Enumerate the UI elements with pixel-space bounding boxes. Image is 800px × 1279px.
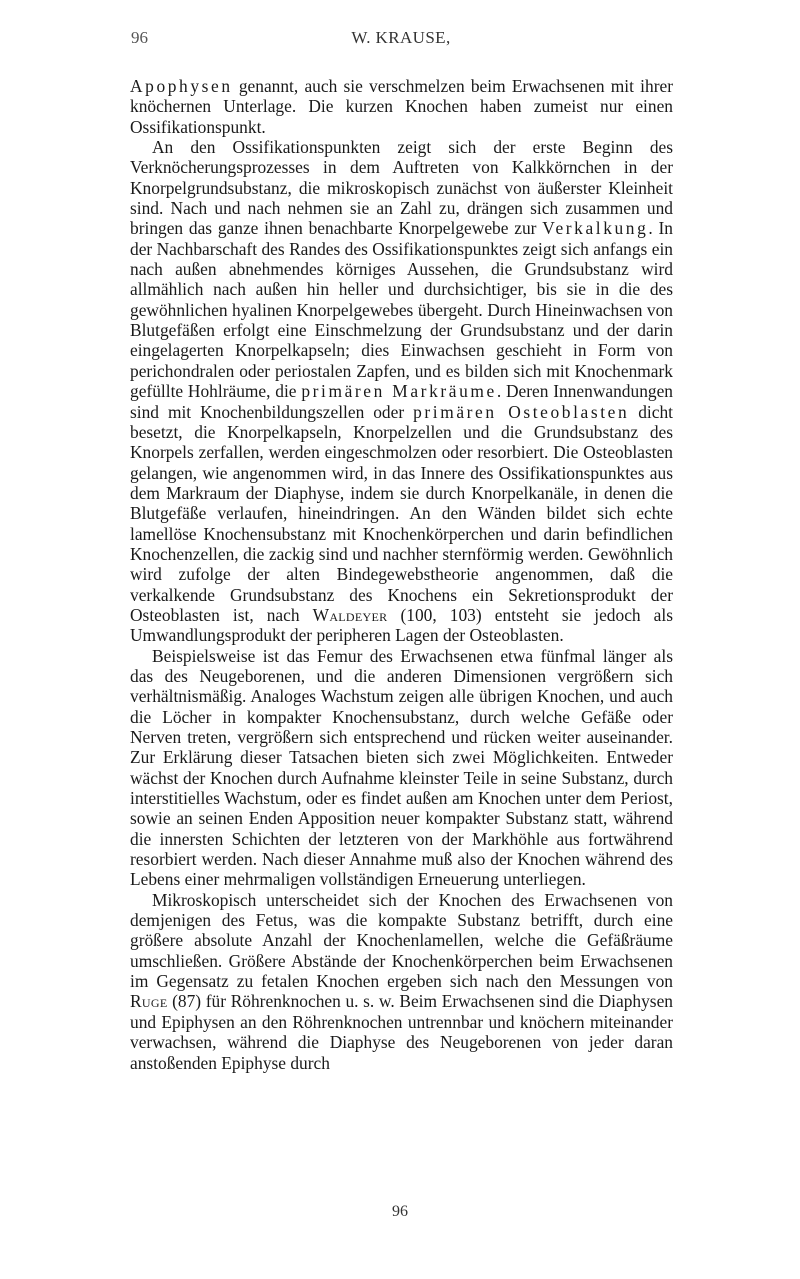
- paragraph-text: (100, 103) entsteht sie jedoch als Umwandlungsprodukt der peripheren Lagen der Osteoblasten.: [130, 604, 673, 646]
- spaced-term: Verkalkung: [542, 218, 649, 239]
- spaced-term: primären Osteoblasten: [413, 401, 630, 422]
- body-text: [130, 76, 673, 1073]
- paragraph-text: dicht besetzt, die Knorpelkapseln, Knorpelzellen und die Grundsubstanz des Knorpels zerfallen, werden eingeschmolzen oder resorbiert. Die Osteoblasten gelangen, wie angenommen wird, in das Innere des Ossifikationspunktes aus dem Markraum der Diaphyse, indem sie durch Knorpelkanäle, in denen die Blutgefäße verlaufen, hineindringen. An den Wänden bildet sich echte lamellöse Knochensubstanz mit Knochenkörperchen und darin befindlichen Knochenzellen, die zackig sind und nachher sternförmig werden. Gewöhnlich wird zufolge der alten Bindegewebstheorie angenommen, daß die verkalkende Grundsubstanz des Knochens ein Sekretionsprodukt der Osteoblasten ist, nach: [130, 401, 673, 625]
- footer-page-number: 96: [392, 1203, 408, 1220]
- author-name: Ruge: [130, 991, 168, 1012]
- running-head: [131, 26, 671, 50]
- author-name: Waldeyer: [312, 604, 388, 625]
- paragraph-2: [130, 137, 673, 646]
- paragraph-text: . In der Nachbarschaft des Randes des Ossifikationspunktes zeigt sich anfangs ein nach außen abnehmendes körniges Aussehen, die Grundsubstanz wird allmählich nach außen hin heller und durchsichtiger, bis sie in die des gewöhnlichen hyalinen Knorpelgewebes übergeht. Durch Hineinwachsen von Blutgefäßen erfolgt eine Einschmelzung der Grundsubstanz und der darin eingelagerten Knorpelkapseln; dies Einwachsen geschieht in Form von perichondralen oder periostalen Zapfen, und es bilden sich mit Knochenmark gefüllte Hohlräume, die: [130, 218, 674, 402]
- paragraph-3: [130, 646, 673, 890]
- paragraph-1: [130, 76, 673, 137]
- paragraph-text: (87) für Röhrenknochen u. s. w. Beim Erwachsenen sind die Diaphysen und Epiphysen an den Röhrenknochen untrennbar und knöchern miteinander verwachsen, während die Diaphyse des Neugeborenen von jeder daran anstoßenden Epiphyse durch: [130, 991, 673, 1073]
- paragraph-4: [130, 890, 673, 1073]
- paragraph-text: . Deren Innenwandungen sind mit Knochenbildungszellen oder: [130, 381, 673, 422]
- header-author: W. KRAUSE,: [351, 28, 451, 47]
- paragraph-text: genannt, auch sie verschmelzen beim Erwachsenen mit ihrer knöchernen Unterlage. Die kurzen Knochen haben zumeist nur einen Ossifikationspunkt.: [130, 76, 673, 137]
- spaced-term: primären Markräume: [301, 381, 497, 402]
- paragraph-text: Mikroskopisch unterscheidet sich der Knochen des Erwachsenen von demjenigen des Fetus, was die kompakte Substanz betrifft, durch eine größere absolute Anzahl der Knochenlamellen, welche die Gefäßräume umschließen. Größere Abstände der Knochenkörperchen beim Erwachsenen im Gegensatz zu fetalen Knochen ergeben sich nach den Messungen von: [130, 889, 673, 992]
- paragraph-text: An den Ossifikationspunkten zeigt sich der erste Beginn des Verknöcherungsprozesses in dem Auftreten von Kalkkörnchen in der Knorpelgrundsubstanz, die mikroskopisch zunächst von äußerster Kleinheit sind. Nach und nach nehmen sie an Zahl zu, drängen sich zusammen und bringen das ganze ihnen benachbarte Knorpelgewebe zur: [130, 137, 673, 239]
- paragraph-text: Beispielsweise ist das Femur des Erwachsenen etwa fünfmal länger als das des Neugeborenen, und die anderen Dimensionen vergrößern sich verhältnismäßig. Analoges Wachstum zeigen alle übrigen Knochen, und auch die Löcher in kompakter Knochensubstanz, durch welche Gefäße oder Nerven treten, vergrößern sich entsprechend und rücken weiter auseinander. Zur Erklärung dieser Tatsachen bieten sich zwei Möglichkeiten. Entweder wächst der Knochen durch Aufnahme kleinster Teile in seine Substanz, durch interstitielles Wachstum, oder es findet außen am Knochen unter dem Periost, sowie an seinen Enden Apposition neuer kompakter Substanz statt, während die innersten Schichten der letzteren von der Markhöhle aus fortwährend resorbiert werden. Nach dieser Annahme muß also der Knochen während des Lebens einer mehrmaligen vollständigen Erneuerung unterliegen.: [130, 645, 673, 890]
- header-page-number: 96: [131, 28, 148, 47]
- spaced-term: Apophysen: [130, 76, 233, 96]
